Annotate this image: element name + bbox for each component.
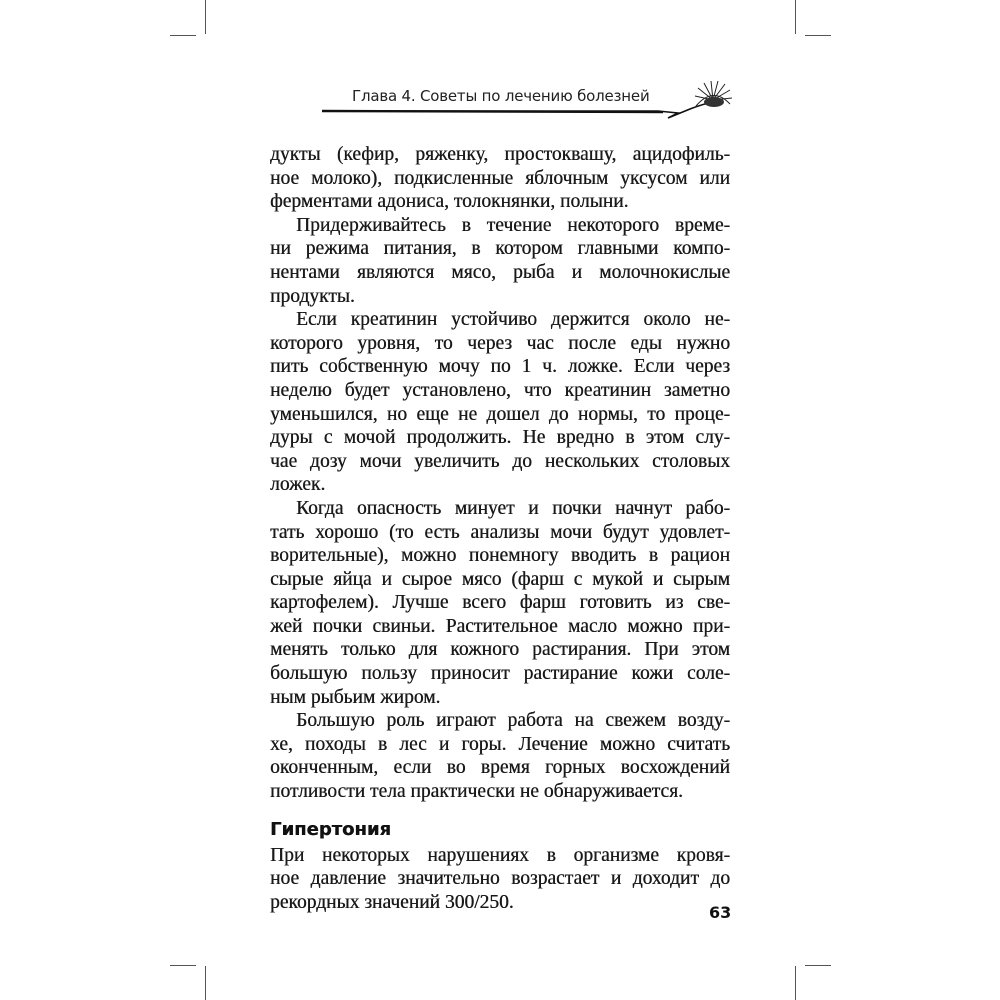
paragraph <box>270 497 730 709</box>
text-line: неделю будет установлено, что креатинин заметно <box>270 379 730 401</box>
crop-mark <box>170 35 196 36</box>
text-line: дуры с мочой продолжить. Не вредно в этом слу- <box>270 427 730 449</box>
text-line: хе, походы в лес и горы. Лечение можно считать <box>270 733 730 755</box>
paragraph <box>270 214 730 308</box>
text-line: уменьшился, но еще не дошел до нормы, то проце- <box>270 403 730 425</box>
text-line: нентами являются мясо, рыба и молочнокислые <box>270 261 730 283</box>
text-line: Придерживайтесь в течение некоторого време- <box>296 214 730 236</box>
text-line: ни режима питания, в котором главными компо- <box>270 238 730 260</box>
text-line: ферментами адониса, толокнянки, полыни. <box>270 191 629 213</box>
text-line: ное давление значительно возрастает и доходит до <box>270 868 730 890</box>
section-text <box>270 844 730 915</box>
crop-mark <box>795 966 796 1000</box>
crop-mark <box>805 965 831 966</box>
page-body <box>270 143 730 914</box>
crop-mark <box>795 0 796 34</box>
body-text <box>270 143 730 804</box>
text-line: картофелем). Лучше всего фарш готовить из све- <box>270 592 730 614</box>
text-line: которого уровня, то через час после еды нужно <box>270 332 730 354</box>
text-line: дукты (кефир, ряженку, простоквашу, ацидофиль- <box>270 144 730 165</box>
text-line: продукты. <box>270 285 355 307</box>
text-line: ным рыбьим жиром. <box>270 686 441 708</box>
paragraph <box>270 308 730 497</box>
text-line: большую пользу приносит растирание кожи соле- <box>270 663 730 685</box>
text-line: менять только для кожного растирания. При этом <box>270 639 730 661</box>
page-number: 63 <box>709 903 732 922</box>
crop-mark <box>205 966 206 1000</box>
paragraph <box>270 143 730 214</box>
text-line: При некоторых нарушениях в организме кровя- <box>270 844 730 866</box>
text-line: чае дозу мочи увеличить до нескольких столовых <box>270 450 730 472</box>
running-header-title: Глава 4. Советы по лечению болезней <box>352 87 650 105</box>
text-line: Большую роль играют работа на свежем возду- <box>296 710 730 732</box>
text-line: потливости тела практически не обнаруживается. <box>270 781 683 803</box>
text-line: жей почки свиньи. Растительное масло можно при- <box>270 615 730 637</box>
paragraph <box>270 709 730 803</box>
text-line: ложек. <box>270 474 326 496</box>
text-line: оконченным, если во время горных восхождений <box>270 757 730 779</box>
paragraph <box>270 844 730 915</box>
text-line: рекордных значений 300/250. <box>270 891 514 913</box>
section-heading: Гипертония <box>270 818 392 840</box>
crop-mark <box>170 965 196 966</box>
text-line: Когда опасность минует и почки начнут рабо- <box>296 497 730 519</box>
text-line: сырые яйца и сырое мясо (фарш с мукой и сырым <box>270 568 730 590</box>
crop-mark <box>205 0 206 34</box>
text-line: ворительные), можно понемногу вводить в рацион <box>270 545 730 567</box>
text-line: Если креатинин устойчиво держится около не- <box>296 309 730 331</box>
text-line: пить собственную мочу по 1 ч. ложке. Если через <box>270 356 730 378</box>
text-line: тать хорошо (то есть анализы мочи будут удовлет- <box>270 521 730 543</box>
crop-mark <box>805 35 831 36</box>
text-line: ное молоко), подкисленные яблочным уксусом или <box>270 167 730 189</box>
